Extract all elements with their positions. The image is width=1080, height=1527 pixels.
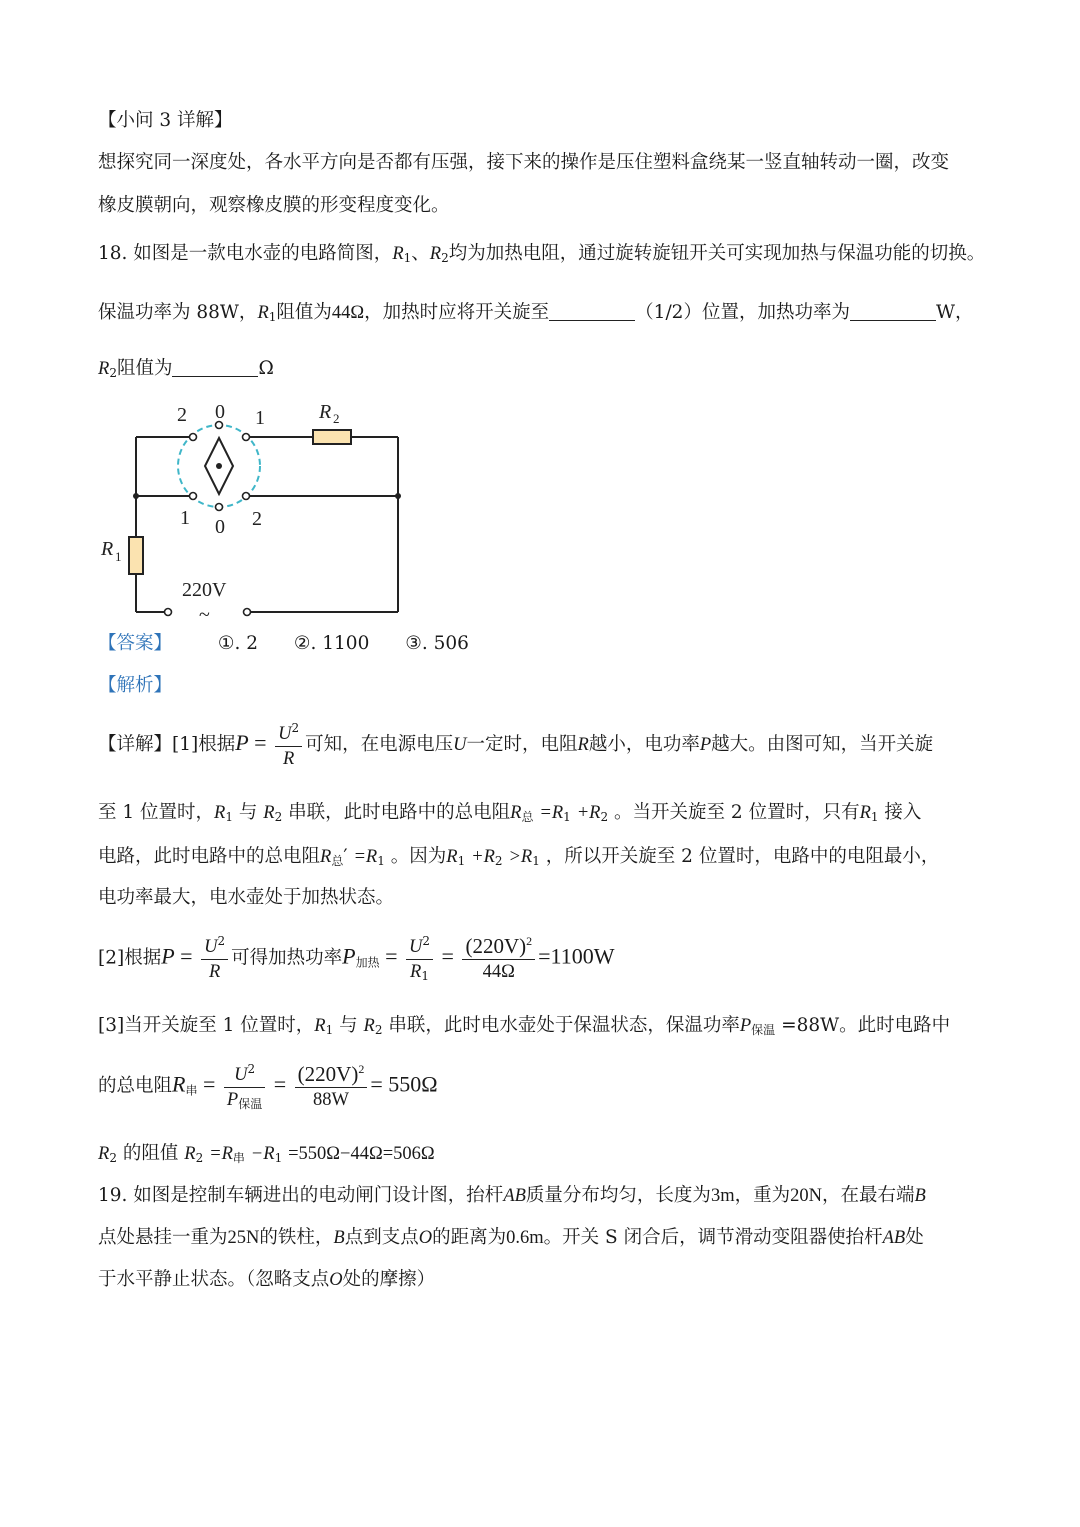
q18-line2: 保温功率为 88W，$R_1$阻值为44Ω，加热时应将开关旋至 （1/2）位置，加热功率为 W，	[98, 302, 974, 324]
q19-line1: 19. 如图是控制车辆进出的电动闸门设计图，抬杆AB质量分布均匀，长度为3m，重为20N，在最右端B	[98, 1185, 926, 1206]
r2-resistor	[313, 430, 351, 444]
answer-label: 【答案】	[98, 633, 173, 654]
r2-value-line: $R_2$ 的阻值 $R_2 =R_串 -R_1 =550\Omega-44\Omega=506\Omega$	[98, 1143, 435, 1165]
step2-equation: [2]根据P = $\frac{U^2}{R}$ 可得加热功率$P_{加热}$ = $\frac{U^2}{R_1}$ = $\frac{(220V)^2}{44\Omega}$ =1100W	[98, 934, 615, 983]
terminal-label-bottom-1: 1	[180, 507, 190, 529]
answer-3: ③. 506	[405, 633, 469, 654]
terminal-label-bottom-2: 2	[252, 508, 262, 530]
q3-text-line2: 橡皮膜朝向，观察橡皮膜的形变程度变化。	[98, 195, 450, 216]
answer-2: ②. 1100	[293, 633, 370, 654]
r2-sub: 2	[333, 411, 340, 426]
answer-row	[98, 635, 469, 654]
step3-line1: [3]当开关旋至 1 位置时，$R_1$ 与 $R_2$ 串联，此时电水壶处于保温状态，保温功率$P_{保温} =88W$。此时电路中	[98, 1015, 951, 1037]
answer-1: ①. 2	[217, 633, 259, 654]
r2-label: R	[319, 401, 332, 423]
detail-line2: 至 1 位置时，$R_1$ 与 $R_2$ 串联，此时电路中的总电阻$R_总 =R_1 +R_2$ 。当开关旋至 2 位置时，只有$R_1$ 接入	[98, 802, 922, 824]
r1-label: R	[101, 538, 114, 560]
detail-line4: 电功率最大，电水壶处于加热状态。	[98, 887, 395, 908]
r1-sub: 1	[115, 549, 122, 564]
voltage-label: 220V	[182, 579, 227, 601]
ac-symbol: ~	[199, 604, 210, 626]
q18-line1: 18. 如图是一款电水壶的电路简图，$R_1$、$R_2$均为加热电阻，通过旋转旋钮开关可实现加热与保温功能的切换。	[98, 243, 986, 265]
q18-line3: $R_2$阻值为 Ω	[98, 358, 274, 380]
terminal-label-bottom-0: 0	[215, 516, 225, 538]
r1-resistor	[129, 537, 143, 574]
q19-line2: 点处悬挂一重为25N的铁柱，B点到支点O的距离为0.6m。开关 S 闭合后，调节滑动变阻器使抬杆AB处	[98, 1227, 924, 1248]
detail-line3: 电路，此时电路中的总电阻$R_总' =R_1$ 。因为$R_1 +R_2 >R_1$ ，所以开关旋至 2 位置时，电路中的电阻最小，	[98, 846, 940, 868]
circuit-diagram	[0, 0, 1080, 640]
heading-q3: 【小问 3 详解】	[98, 110, 233, 131]
detail-line1: 【详解】[1]根据P = $\frac{U^2}{R}$ 可知，在电源电压U一定时，电阻R越小，电功率P越大。由图可知，当开关旋	[98, 721, 934, 769]
fraction-u2-over-r: $\frac{U^2}{R}$	[275, 722, 302, 768]
q19-line3: 于水平静止状态。（忽略支点O处的摩擦）	[98, 1269, 436, 1290]
terminal-label-top-2: 2	[177, 404, 187, 426]
terminal-label-top-0: 0	[215, 401, 225, 423]
terminal-label-top-1: 1	[255, 407, 265, 429]
q3-text-line1: 想探究同一深度处，各水平方向是否都有压强，接下来的操作是压住塑料盒绕某一竖直轴转动一圈，改变	[98, 152, 950, 173]
step3-equation: 的总电阻$R_串$ = $\frac{U^2}{P_{保温}}$ = $\frac{(220V)^2}{88W}$ = 550Ω	[98, 1062, 438, 1111]
analysis-label: 【解析】	[98, 675, 173, 696]
